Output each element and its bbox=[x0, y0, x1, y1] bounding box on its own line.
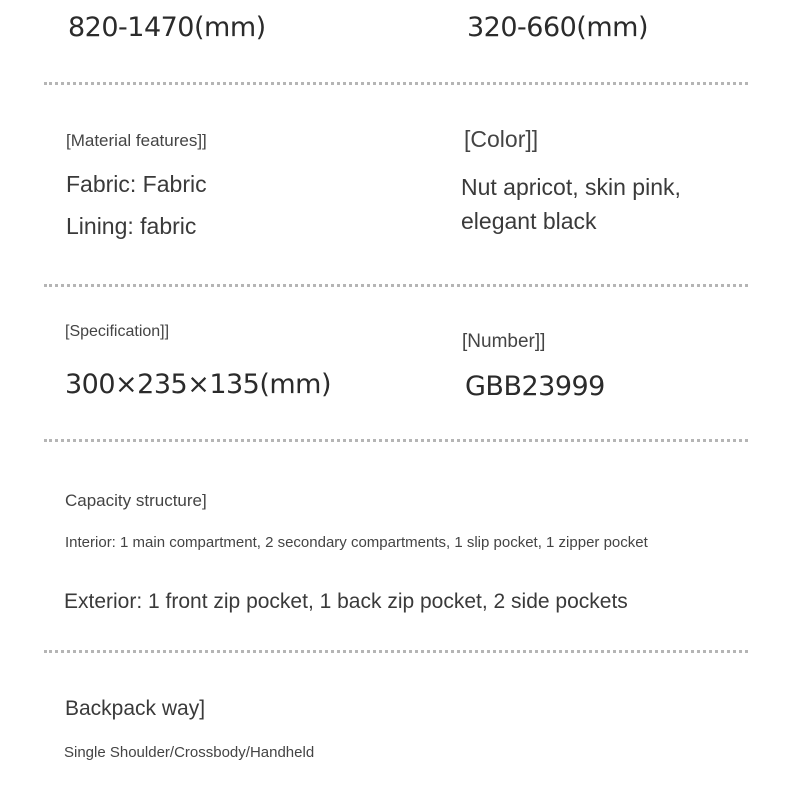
number-value: GBB23999 bbox=[465, 371, 605, 402]
divider bbox=[44, 439, 748, 442]
dimension-right: 320-660(mm) bbox=[467, 12, 648, 43]
color-value: Nut apricot, skin pink, elegant black bbox=[461, 174, 681, 234]
capacity-exterior: Exterior: 1 front zip pocket, 1 back zip pocket, 2 side pockets bbox=[64, 590, 628, 613]
number-label: [Number]] bbox=[462, 331, 546, 352]
backpack-label: Backpack way] bbox=[65, 697, 206, 720]
divider bbox=[44, 650, 748, 653]
specification-value: 300×235×135(mm) bbox=[65, 369, 332, 400]
backpack-value: Single Shoulder/Crossbody/Handheld bbox=[64, 744, 315, 761]
divider bbox=[44, 82, 748, 85]
color-label: [Color]] bbox=[464, 126, 539, 152]
material-label: [Material features]] bbox=[66, 131, 207, 150]
specification-label: [Specification]] bbox=[65, 323, 170, 340]
dimension-left: 820-1470(mm) bbox=[68, 12, 266, 43]
material-fabric: Fabric: Fabric bbox=[66, 171, 207, 197]
divider bbox=[44, 284, 748, 287]
capacity-interior: Interior: 1 main compartment, 2 secondary compartments, 1 slip pocket, 1 zipper pocket bbox=[65, 534, 648, 551]
material-lining: Lining: fabric bbox=[66, 213, 197, 239]
capacity-label: Capacity structure] bbox=[65, 491, 207, 510]
